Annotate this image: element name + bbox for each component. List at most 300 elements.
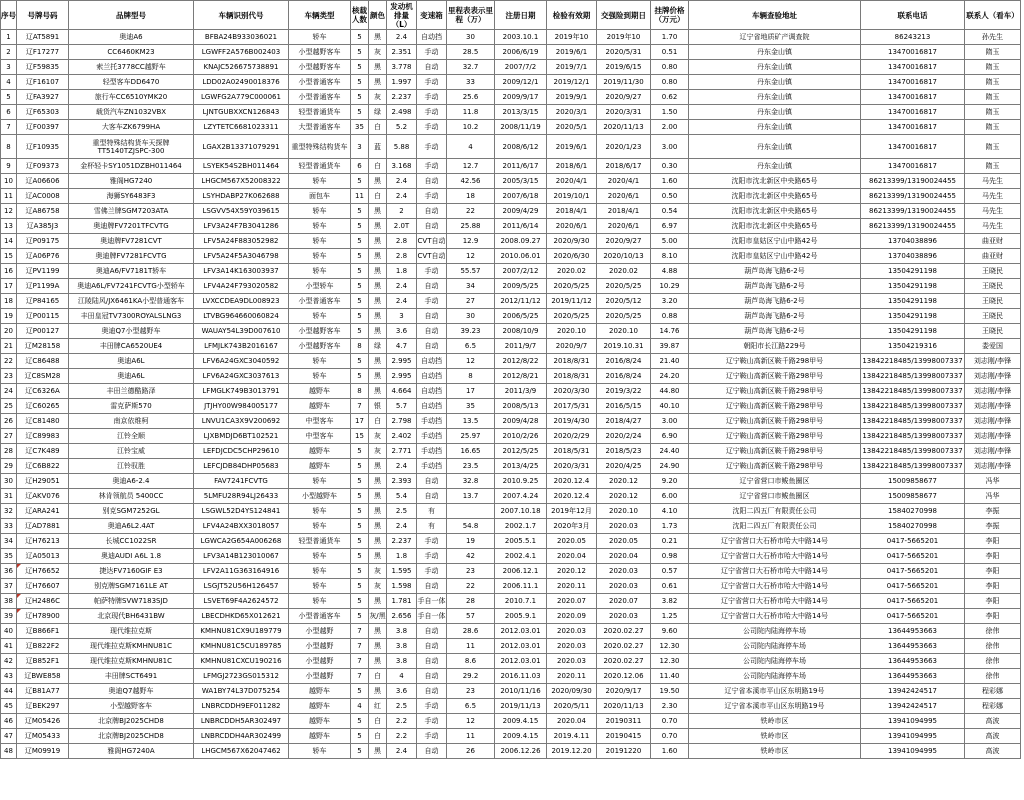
cell-color: 灰	[369, 564, 387, 579]
table-row	[1, 504, 1021, 519]
cell-inspection-valid: 2017/5/31	[547, 399, 597, 414]
cell-row-number: 31	[1, 489, 17, 504]
cell-mileage: 16.65	[447, 444, 495, 459]
cell-insurance-expiry: 2020.07	[597, 594, 651, 609]
cell-vin: LFV5A24F883052982	[194, 234, 289, 249]
cell-vin: LFV3A24F7B3041286	[194, 219, 289, 234]
cell-inspection-address: 葫芦岛海飞路6-2号	[689, 279, 861, 294]
cell-inspection-address: 辽宁鞍山高新区鞍千路298甲号	[689, 384, 861, 399]
cell-inspection-valid: 2020.11	[547, 579, 597, 594]
cell-contact-person: 李阳	[965, 579, 1021, 594]
cell-contact-phone: 0417-5665201	[861, 534, 965, 549]
cell-vin: LHGCM567X62047462	[194, 744, 289, 759]
cell-mileage: 28.5	[447, 45, 495, 60]
cell-insurance-expiry: 2018/4/27	[597, 414, 651, 429]
cell-color: 黑	[369, 384, 387, 399]
header-contact-phone: 联系电话	[861, 1, 965, 30]
cell-insurance-expiry: 2020/9/17	[597, 684, 651, 699]
cell-vin: LGWFG2A779C000061	[194, 90, 289, 105]
cell-inspection-valid: 2019年12月	[547, 504, 597, 519]
cell-color: 灰	[369, 579, 387, 594]
cell-transmission: 手动挡	[417, 444, 447, 459]
cell-listing-price: 0.80	[651, 60, 689, 75]
cell-displacement: 2	[387, 204, 417, 219]
cell-row-number: 6	[1, 105, 17, 120]
cell-inspection-valid: 2019/6/1	[547, 45, 597, 60]
cell-contact-person: 刘志刚/李锋	[965, 459, 1021, 474]
cell-seats: 7	[351, 624, 369, 639]
cell-seats: 5	[351, 564, 369, 579]
cell-insurance-expiry: 2020.02.27	[597, 654, 651, 669]
table-row	[1, 444, 1021, 459]
cell-seats: 7	[351, 654, 369, 669]
cell-listing-price: 24.20	[651, 369, 689, 384]
cell-vin: LVXCCDEA9DL008923	[194, 294, 289, 309]
cell-contact-phone: 13942424517	[861, 684, 965, 699]
cell-inspection-valid: 2020/4/1	[547, 174, 597, 189]
cell-inspection-address: 辽宁省本溪市平山区东明路19号	[689, 699, 861, 714]
cell-transmission: 手动	[417, 135, 447, 159]
cell-transmission: 手动	[417, 90, 447, 105]
cell-mileage: 25.6	[447, 90, 495, 105]
cell-register-date: 2010.7.1	[495, 594, 547, 609]
cell-listing-price: 1.25	[651, 609, 689, 624]
cell-row-number: 42	[1, 654, 17, 669]
cell-contact-phone: 86213399/13190024455	[861, 189, 965, 204]
cell-transmission: 手动	[417, 549, 447, 564]
cell-contact-phone: 13470016817	[861, 105, 965, 120]
cell-plate-number: 辽C86488	[17, 354, 69, 369]
cell-contact-person: 刘志刚/李锋	[965, 429, 1021, 444]
cell-color: 黑	[369, 489, 387, 504]
cell-brand-model: 北京牌BJ2025CHD8	[69, 714, 194, 729]
cell-listing-price: 10.29	[651, 279, 689, 294]
cell-displacement: 3.6	[387, 684, 417, 699]
cell-row-number: 25	[1, 399, 17, 414]
cell-vin: LEFDJCDC5CHP29610	[194, 444, 289, 459]
cell-row-number: 41	[1, 639, 17, 654]
cell-contact-phone: 13842218485/13998007337	[861, 444, 965, 459]
cell-inspection-valid: 2020.02	[547, 264, 597, 279]
cell-plate-number: 辽H76213	[17, 534, 69, 549]
cell-plate-number: 辽P09175	[17, 234, 69, 249]
cell-displacement: 2.0T	[387, 219, 417, 234]
cell-displacement: 2.656	[387, 609, 417, 624]
cell-transmission: 自动	[417, 309, 447, 324]
cell-brand-model: 大客车ZK6799HA	[69, 120, 194, 135]
cell-row-number: 48	[1, 744, 17, 759]
cell-contact-person: 曲亚财	[965, 249, 1021, 264]
cell-contact-phone: 0417-5665201	[861, 579, 965, 594]
cell-inspection-valid: 2020.05	[547, 534, 597, 549]
cell-displacement: 4	[387, 669, 417, 684]
cell-contact-person: 隋玉	[965, 90, 1021, 105]
cell-vehicle-type: 越野车	[289, 714, 351, 729]
cell-displacement: 2.4	[387, 174, 417, 189]
cell-inspection-valid: 2020.03	[547, 639, 597, 654]
cell-contact-phone: 13704038896	[861, 234, 965, 249]
cell-listing-price: 1.73	[651, 519, 689, 534]
cell-contact-person: 刘志刚/李锋	[965, 384, 1021, 399]
cell-row-number: 34	[1, 534, 17, 549]
cell-listing-price: 21.40	[651, 354, 689, 369]
cell-seats: 5	[351, 369, 369, 384]
cell-inspection-address: 辽宁省营口大石桥市哈大中路14号	[689, 594, 861, 609]
cell-vin: LSYHDABP27K062688	[194, 189, 289, 204]
cell-vin: LNBRCDDH9EF011282	[194, 699, 289, 714]
cell-register-date: 2007.4.24	[495, 489, 547, 504]
cell-insurance-expiry: 2020/5/12	[597, 294, 651, 309]
cell-brand-model: 奥迪A6L/FV7241FCVTG小型轿车	[69, 279, 194, 294]
cell-row-number: 39	[1, 609, 17, 624]
header-inspection-address: 车辆查验地址	[689, 1, 861, 30]
cell-color: 白	[369, 729, 387, 744]
cell-vin: LSGVV54X59Y039615	[194, 204, 289, 219]
cell-insurance-expiry: 2018/4/1	[597, 204, 651, 219]
cell-displacement: 2.351	[387, 45, 417, 60]
cell-vehicle-type: 轿车	[289, 579, 351, 594]
cell-vehicle-type: 轿车	[289, 249, 351, 264]
cell-register-date: 2003.10.1	[495, 30, 547, 45]
cell-row-number: 37	[1, 579, 17, 594]
cell-vehicle-type: 越野车	[289, 444, 351, 459]
cell-row-number: 15	[1, 249, 17, 264]
cell-inspection-address: 辽宁省营口大石桥市哈大中路14号	[689, 609, 861, 624]
cell-displacement: 5.4	[387, 489, 417, 504]
cell-inspection-address: 沈阳市皇姑区宁山中路42号	[689, 234, 861, 249]
cell-insurance-expiry: 2020/11/13	[597, 699, 651, 714]
cell-vin: LFV2A11G363164916	[194, 564, 289, 579]
table-row	[1, 30, 1021, 45]
cell-listing-price: 8.10	[651, 249, 689, 264]
cell-listing-price: 24.90	[651, 459, 689, 474]
cell-contact-phone: 86213399/13190024455	[861, 174, 965, 189]
cell-seats: 11	[351, 189, 369, 204]
cell-plate-number: 辽A385J3	[17, 219, 69, 234]
cell-register-date: 2006.12.1	[495, 564, 547, 579]
cell-vin: LJXBMDJD6BT102521	[194, 429, 289, 444]
cell-contact-phone: 13470016817	[861, 159, 965, 174]
table-row	[1, 369, 1021, 384]
cell-transmission: 自动	[417, 669, 447, 684]
cell-vehicle-type: 轻型普通货车	[289, 534, 351, 549]
header-color: 颜色	[369, 1, 387, 30]
cell-contact-person: 高波	[965, 729, 1021, 744]
cell-register-date: 2012.03.01	[495, 654, 547, 669]
cell-inspection-address: 丹东金山镇	[689, 90, 861, 105]
cell-color: 黑	[369, 504, 387, 519]
cell-inspection-address: 辽宁鞍山高新区鞍千路298甲号	[689, 369, 861, 384]
cell-seats: 17	[351, 414, 369, 429]
cell-inspection-valid: 2020/5/25	[547, 279, 597, 294]
cell-listing-price: 3.00	[651, 135, 689, 159]
cell-transmission: 自动	[417, 654, 447, 669]
cell-mileage: 30	[447, 309, 495, 324]
cell-inspection-valid: 2020.07	[547, 594, 597, 609]
cell-brand-model: 现代维拉克斯KMHNU81C	[69, 654, 194, 669]
cell-row-number: 19	[1, 309, 17, 324]
cell-insurance-expiry: 2016/8/24	[597, 369, 651, 384]
table-row	[1, 189, 1021, 204]
cell-plate-number: 辽H78900	[17, 609, 69, 624]
cell-color: 黑	[369, 279, 387, 294]
cell-seats: 5	[351, 579, 369, 594]
cell-displacement: 2.995	[387, 369, 417, 384]
cell-color: 黑	[369, 639, 387, 654]
cell-plate-number: 辽AT5891	[17, 30, 69, 45]
cell-mileage: 39.23	[447, 324, 495, 339]
cell-register-date: 2009/4/28	[495, 414, 547, 429]
cell-contact-phone: 0417-5665201	[861, 594, 965, 609]
cell-mileage: 12.7	[447, 159, 495, 174]
cell-row-number: 35	[1, 549, 17, 564]
cell-seats: 15	[351, 429, 369, 444]
cell-mileage: 30	[447, 30, 495, 45]
cell-insurance-expiry: 2020.04	[597, 549, 651, 564]
cell-vin: LEFCJDB84DHP05683	[194, 459, 289, 474]
cell-color: 黑	[369, 474, 387, 489]
cell-seats: 6	[351, 159, 369, 174]
cell-vin: FAV7241FCVTG	[194, 474, 289, 489]
cell-inspection-valid: 2019/4/30	[547, 414, 597, 429]
cell-seats: 3	[351, 135, 369, 159]
cell-contact-phone: 13504291198	[861, 264, 965, 279]
cell-row-number: 8	[1, 135, 17, 159]
cell-plate-number: 辽P1199A	[17, 279, 69, 294]
cell-vin: LSVET69F4A2624572	[194, 594, 289, 609]
header-register-date: 注册日期	[495, 1, 547, 30]
cell-color: 蓝	[369, 135, 387, 159]
cell-transmission: 自动	[417, 204, 447, 219]
cell-transmission: 手动	[417, 534, 447, 549]
header-brand-model: 品牌型号	[69, 1, 194, 30]
cell-contact-person: 王晓民	[965, 264, 1021, 279]
cell-vehicle-type: 轿车	[289, 174, 351, 189]
cell-plate-number: 辽A06606	[17, 174, 69, 189]
cell-register-date: 2009.4.15	[495, 714, 547, 729]
cell-brand-model: 奥迪A6/FV7181T轿车	[69, 264, 194, 279]
cell-contact-person: 李阳	[965, 549, 1021, 564]
cell-transmission: 手动	[417, 189, 447, 204]
cell-inspection-address: 沈阳市沈北新区中央路65号	[689, 174, 861, 189]
header-inspection-valid: 检验有效期	[547, 1, 597, 30]
cell-inspection-valid: 2019/6/1	[547, 135, 597, 159]
cell-displacement: 3.8	[387, 639, 417, 654]
cell-seats: 5	[351, 204, 369, 219]
cell-mileage: 6.5	[447, 699, 495, 714]
cell-insurance-expiry: 2016/8/24	[597, 354, 651, 369]
cell-row-number: 40	[1, 624, 17, 639]
cell-contact-phone: 13504291198	[861, 294, 965, 309]
cell-inspection-address: 丹东金山镇	[689, 159, 861, 174]
cell-brand-model: 海狮SY6483F3	[69, 189, 194, 204]
cell-plate-number: 辽C81480	[17, 414, 69, 429]
cell-inspection-valid: 2019.4.11	[547, 729, 597, 744]
cell-listing-price: 14.76	[651, 324, 689, 339]
cell-transmission: CVT自动	[417, 234, 447, 249]
table-row	[1, 609, 1021, 624]
cell-vehicle-type: 小型越野客车	[289, 45, 351, 60]
cell-brand-model: 重型特殊结构货车天探牌TT5140TZJSPC-300	[69, 135, 194, 159]
header-vehicle-type: 车辆类型	[289, 1, 351, 30]
cell-transmission: 手动挡	[417, 414, 447, 429]
cell-register-date: 2012/11/12	[495, 294, 547, 309]
cell-register-date: 2011/9/7	[495, 339, 547, 354]
cell-listing-price: 19.50	[651, 684, 689, 699]
cell-contact-phone: 0417-5665201	[861, 549, 965, 564]
cell-register-date: 2006/6/19	[495, 45, 547, 60]
cell-insurance-expiry: 2020/9/27	[597, 90, 651, 105]
cell-contact-person: 王晓民	[965, 324, 1021, 339]
cell-seats: 5	[351, 45, 369, 60]
cell-mileage: 32.8	[447, 474, 495, 489]
cell-contact-person: 程彩娜	[965, 684, 1021, 699]
cell-row-number: 4	[1, 75, 17, 90]
cell-contact-person: 高波	[965, 714, 1021, 729]
cell-listing-price: 9.20	[651, 474, 689, 489]
cell-row-number: 3	[1, 60, 17, 75]
table-row	[1, 429, 1021, 444]
cell-inspection-address: 丹东金山镇	[689, 135, 861, 159]
cell-vin: BFBA24B933036021	[194, 30, 289, 45]
cell-displacement: 3	[387, 309, 417, 324]
cell-contact-phone: 13842218485/13998007337	[861, 399, 965, 414]
cell-insurance-expiry: 20190311	[597, 714, 651, 729]
cell-inspection-address: 辽宁省地质矿产调查院	[689, 30, 861, 45]
cell-listing-price: 0.88	[651, 309, 689, 324]
cell-vehicle-type: 轿车	[289, 354, 351, 369]
cell-insurance-expiry: 2019.10.31	[597, 339, 651, 354]
cell-contact-phone: 15840270998	[861, 504, 965, 519]
cell-brand-model: 旅行车CC6510YMK20	[69, 90, 194, 105]
cell-inspection-valid: 2018/6/1	[547, 159, 597, 174]
cell-seats: 5	[351, 729, 369, 744]
cell-vehicle-type: 中型客车	[289, 414, 351, 429]
cell-inspection-address: 沈阳市沈北新区中央路65号	[689, 204, 861, 219]
cell-contact-person: 孙先生	[965, 30, 1021, 45]
cell-contact-person: 马先生	[965, 174, 1021, 189]
cell-register-date: 2008/11/19	[495, 120, 547, 135]
cell-brand-model: 江铃全顺	[69, 429, 194, 444]
cell-insurance-expiry: 2016/5/15	[597, 399, 651, 414]
cell-listing-price: 24.40	[651, 444, 689, 459]
cell-listing-price: 12.30	[651, 654, 689, 669]
cell-contact-person: 程彩娜	[965, 699, 1021, 714]
cell-vehicle-type: 小型普通客车	[289, 90, 351, 105]
cell-inspection-valid: 2020.12.4	[547, 489, 597, 504]
cell-inspection-valid: 2020.12	[547, 564, 597, 579]
cell-row-number: 43	[1, 669, 17, 684]
cell-plate-number: 辽A86758	[17, 204, 69, 219]
cell-brand-model: 长城CC1022SR	[69, 534, 194, 549]
table-row	[1, 105, 1021, 120]
cell-color: 黑	[369, 294, 387, 309]
cell-register-date: 2013/3/15	[495, 105, 547, 120]
cell-color: 白	[369, 159, 387, 174]
cell-seats: 5	[351, 504, 369, 519]
cell-vehicle-type: 小型越野客车	[289, 324, 351, 339]
cell-insurance-expiry: 2019/6/15	[597, 60, 651, 75]
cell-vehicle-type: 小型普通客车	[289, 609, 351, 624]
cell-row-number: 5	[1, 90, 17, 105]
cell-inspection-valid: 2019.12.20	[547, 744, 597, 759]
cell-inspection-valid: 2020.12.4	[547, 474, 597, 489]
cell-register-date: 2009.4.15	[495, 729, 547, 744]
cell-vehicle-type: 轿车	[289, 309, 351, 324]
cell-insurance-expiry: 2020.02.27	[597, 624, 651, 639]
cell-plate-number: 辽M09919	[17, 744, 69, 759]
cell-vin: LFMGJ2723GS015312	[194, 669, 289, 684]
cell-brand-model: 丰田牌CA6520UE4	[69, 339, 194, 354]
cell-contact-phone: 86213399/13190024455	[861, 204, 965, 219]
cell-register-date: 2010.9.25	[495, 474, 547, 489]
cell-transmission: 手动	[417, 159, 447, 174]
cell-inspection-valid: 2020.09	[547, 609, 597, 624]
header-listing-price: 挂牌价格（万元）	[651, 1, 689, 30]
cell-brand-model: 奥迪A6L	[69, 369, 194, 384]
cell-row-number: 36	[1, 564, 17, 579]
cell-contact-phone: 13504291198	[861, 309, 965, 324]
cell-row-number: 11	[1, 189, 17, 204]
cell-row-number: 7	[1, 120, 17, 135]
cell-register-date: 2006.11.1	[495, 579, 547, 594]
cell-listing-price: 40.10	[651, 399, 689, 414]
cell-vin: KMHNU81CX9U189779	[194, 624, 289, 639]
cell-brand-model: 小型越野客车	[69, 699, 194, 714]
cell-inspection-address: 丹东金山镇	[689, 75, 861, 90]
cell-contact-person: 隋玉	[965, 120, 1021, 135]
cell-insurance-expiry: 2020/2/24	[597, 429, 651, 444]
cell-plate-number: 辽C6326A	[17, 384, 69, 399]
table-row	[1, 204, 1021, 219]
cell-row-number: 18	[1, 294, 17, 309]
cell-listing-price: 0.80	[651, 75, 689, 90]
cell-inspection-valid: 2019/7/1	[547, 60, 597, 75]
cell-inspection-address: 辽宁鞍山高新区鞍千路298甲号	[689, 429, 861, 444]
cell-inspection-address: 沈阳市沈北新区中央路65号	[689, 189, 861, 204]
cell-mileage: 33	[447, 75, 495, 90]
cell-vin: LFMGLK749B3013791	[194, 384, 289, 399]
cell-contact-phone: 13941094995	[861, 729, 965, 744]
cell-plate-number: 辽A06P76	[17, 249, 69, 264]
cell-mileage: 57	[447, 609, 495, 624]
cell-contact-person: 隋玉	[965, 75, 1021, 90]
cell-vehicle-type: 轿车	[289, 564, 351, 579]
cell-inspection-address: 丹东金山镇	[689, 105, 861, 120]
cell-brand-model: 丰田皇冠TV7300ROYALSLNG3	[69, 309, 194, 324]
table-row	[1, 489, 1021, 504]
cell-vin: LSGWL52D4YS124841	[194, 504, 289, 519]
cell-inspection-address: 辽宁省营口大石桥市哈大中路14号	[689, 534, 861, 549]
cell-color: 灰	[369, 429, 387, 444]
cell-listing-price: 0.98	[651, 549, 689, 564]
cell-inspection-valid: 2020.10	[547, 324, 597, 339]
table-row	[1, 249, 1021, 264]
cell-vin: LDD02A02490018376	[194, 75, 289, 90]
cell-contact-person: 隋玉	[965, 105, 1021, 120]
cell-plate-number: 辽C7K489	[17, 444, 69, 459]
cell-transmission: 自动	[417, 684, 447, 699]
cell-seats: 5	[351, 594, 369, 609]
cell-seats: 5	[351, 609, 369, 624]
table-row	[1, 309, 1021, 324]
cell-brand-model: 雅阁HG7240A	[69, 744, 194, 759]
cell-contact-person: 马先生	[965, 189, 1021, 204]
header-contact-person: 联系人（看车）	[965, 1, 1021, 30]
cell-register-date: 2012.03.01	[495, 639, 547, 654]
cell-brand-model: 奥迪A6-2.4	[69, 474, 194, 489]
cell-register-date: 2002.4.1	[495, 549, 547, 564]
